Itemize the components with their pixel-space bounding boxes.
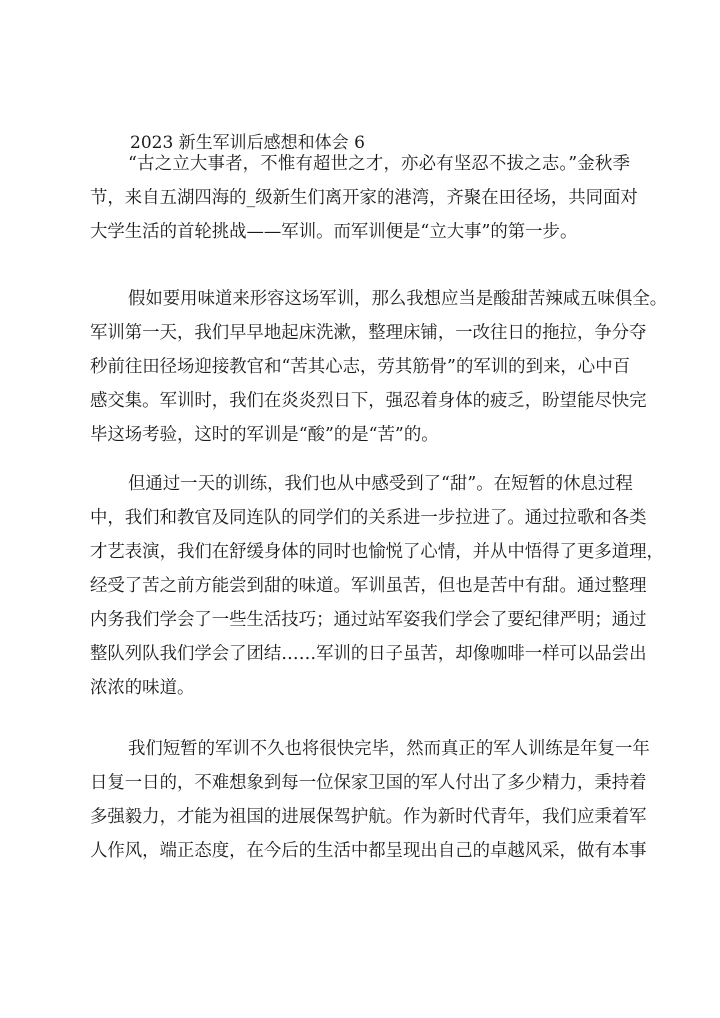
paragraph-line: 军训第一天，我们早早地起床洗漱，整理床铺，一改往日的拖拉，争分夺 (90, 323, 647, 343)
paragraph-line: 秒前往田径场迎接教官和“苦其心志，劳其筋骨”的军训的到来，心中百 (90, 357, 630, 377)
paragraph-3 (90, 467, 664, 705)
paragraph-line: 但通过一天的训练，我们也从中感受到了“甜”。在短暂的休息过程 (128, 474, 633, 494)
paragraph-line: “古之立大事者，不惟有超世之才，亦必有坚忍不拔之志。”金秋季 (128, 154, 630, 174)
paragraph-1 (90, 147, 638, 249)
paragraph-line: 才艺表演，我们在舒缓身体的同时也愉悦了心情，并从中悟得了更多道理， (90, 542, 664, 562)
paragraph-line: 毕这场考验，这时的军训是“酸”的是“苦”的。 (90, 425, 439, 445)
document-title: 2023 新生军训后感想和体会 6 (130, 133, 365, 153)
paragraph-line: 节，来自五湖四海的_级新生们离开家的港湾，齐聚在田径场，共同面对 (90, 188, 638, 208)
paragraph-line: 人作风，端正态度，在今后的生活中都呈现出自己的卓越风采，做有本事 (90, 841, 647, 861)
paragraph-4 (90, 732, 650, 868)
paragraph-line: 浓浓的味道。 (90, 678, 195, 698)
paragraph-line: 内务我们学会了一些生活技巧；通过站军姿我们学会了要纪律严明；通过 (90, 610, 647, 630)
paragraph-line: 大学生活的首轮挑战——军训。而军训便是“立大事”的第一步。 (90, 222, 578, 242)
paragraph-line: 经受了苦之前方能尝到甜的味道。军训虽苦，但也是苦中有甜。通过整理 (90, 576, 647, 596)
paragraph-line: 日复一日的，不难想象到每一位保家卫国的军人付出了多少精力，秉持着 (90, 773, 647, 793)
paragraph-2 (90, 282, 668, 452)
paragraph-line: 中，我们和教官及同连队的同学们的关系进一步拉进了。通过拉歌和各类 (90, 508, 647, 528)
paragraph-line: 感交集。军训时，我们在炎炎烈日下，强忍着身体的疲乏，盼望能尽快完 (90, 391, 647, 411)
paragraph-line: 整队列队我们学会了团结……军训的日子虽苦，却像咖啡一样可以品尝出 (90, 644, 647, 664)
paragraph-line: 我们短暂的军训不久也将很快完毕，然而真正的军人训练是年复一年 (128, 739, 650, 759)
paragraph-line: 假如要用味道来形容这场军训，那么我想应当是酸甜苦辣咸五味俱全。 (128, 289, 668, 309)
paragraph-line: 多强毅力，才能为祖国的进展保驾护航。作为新时代青年，我们应秉着军 (90, 807, 647, 827)
